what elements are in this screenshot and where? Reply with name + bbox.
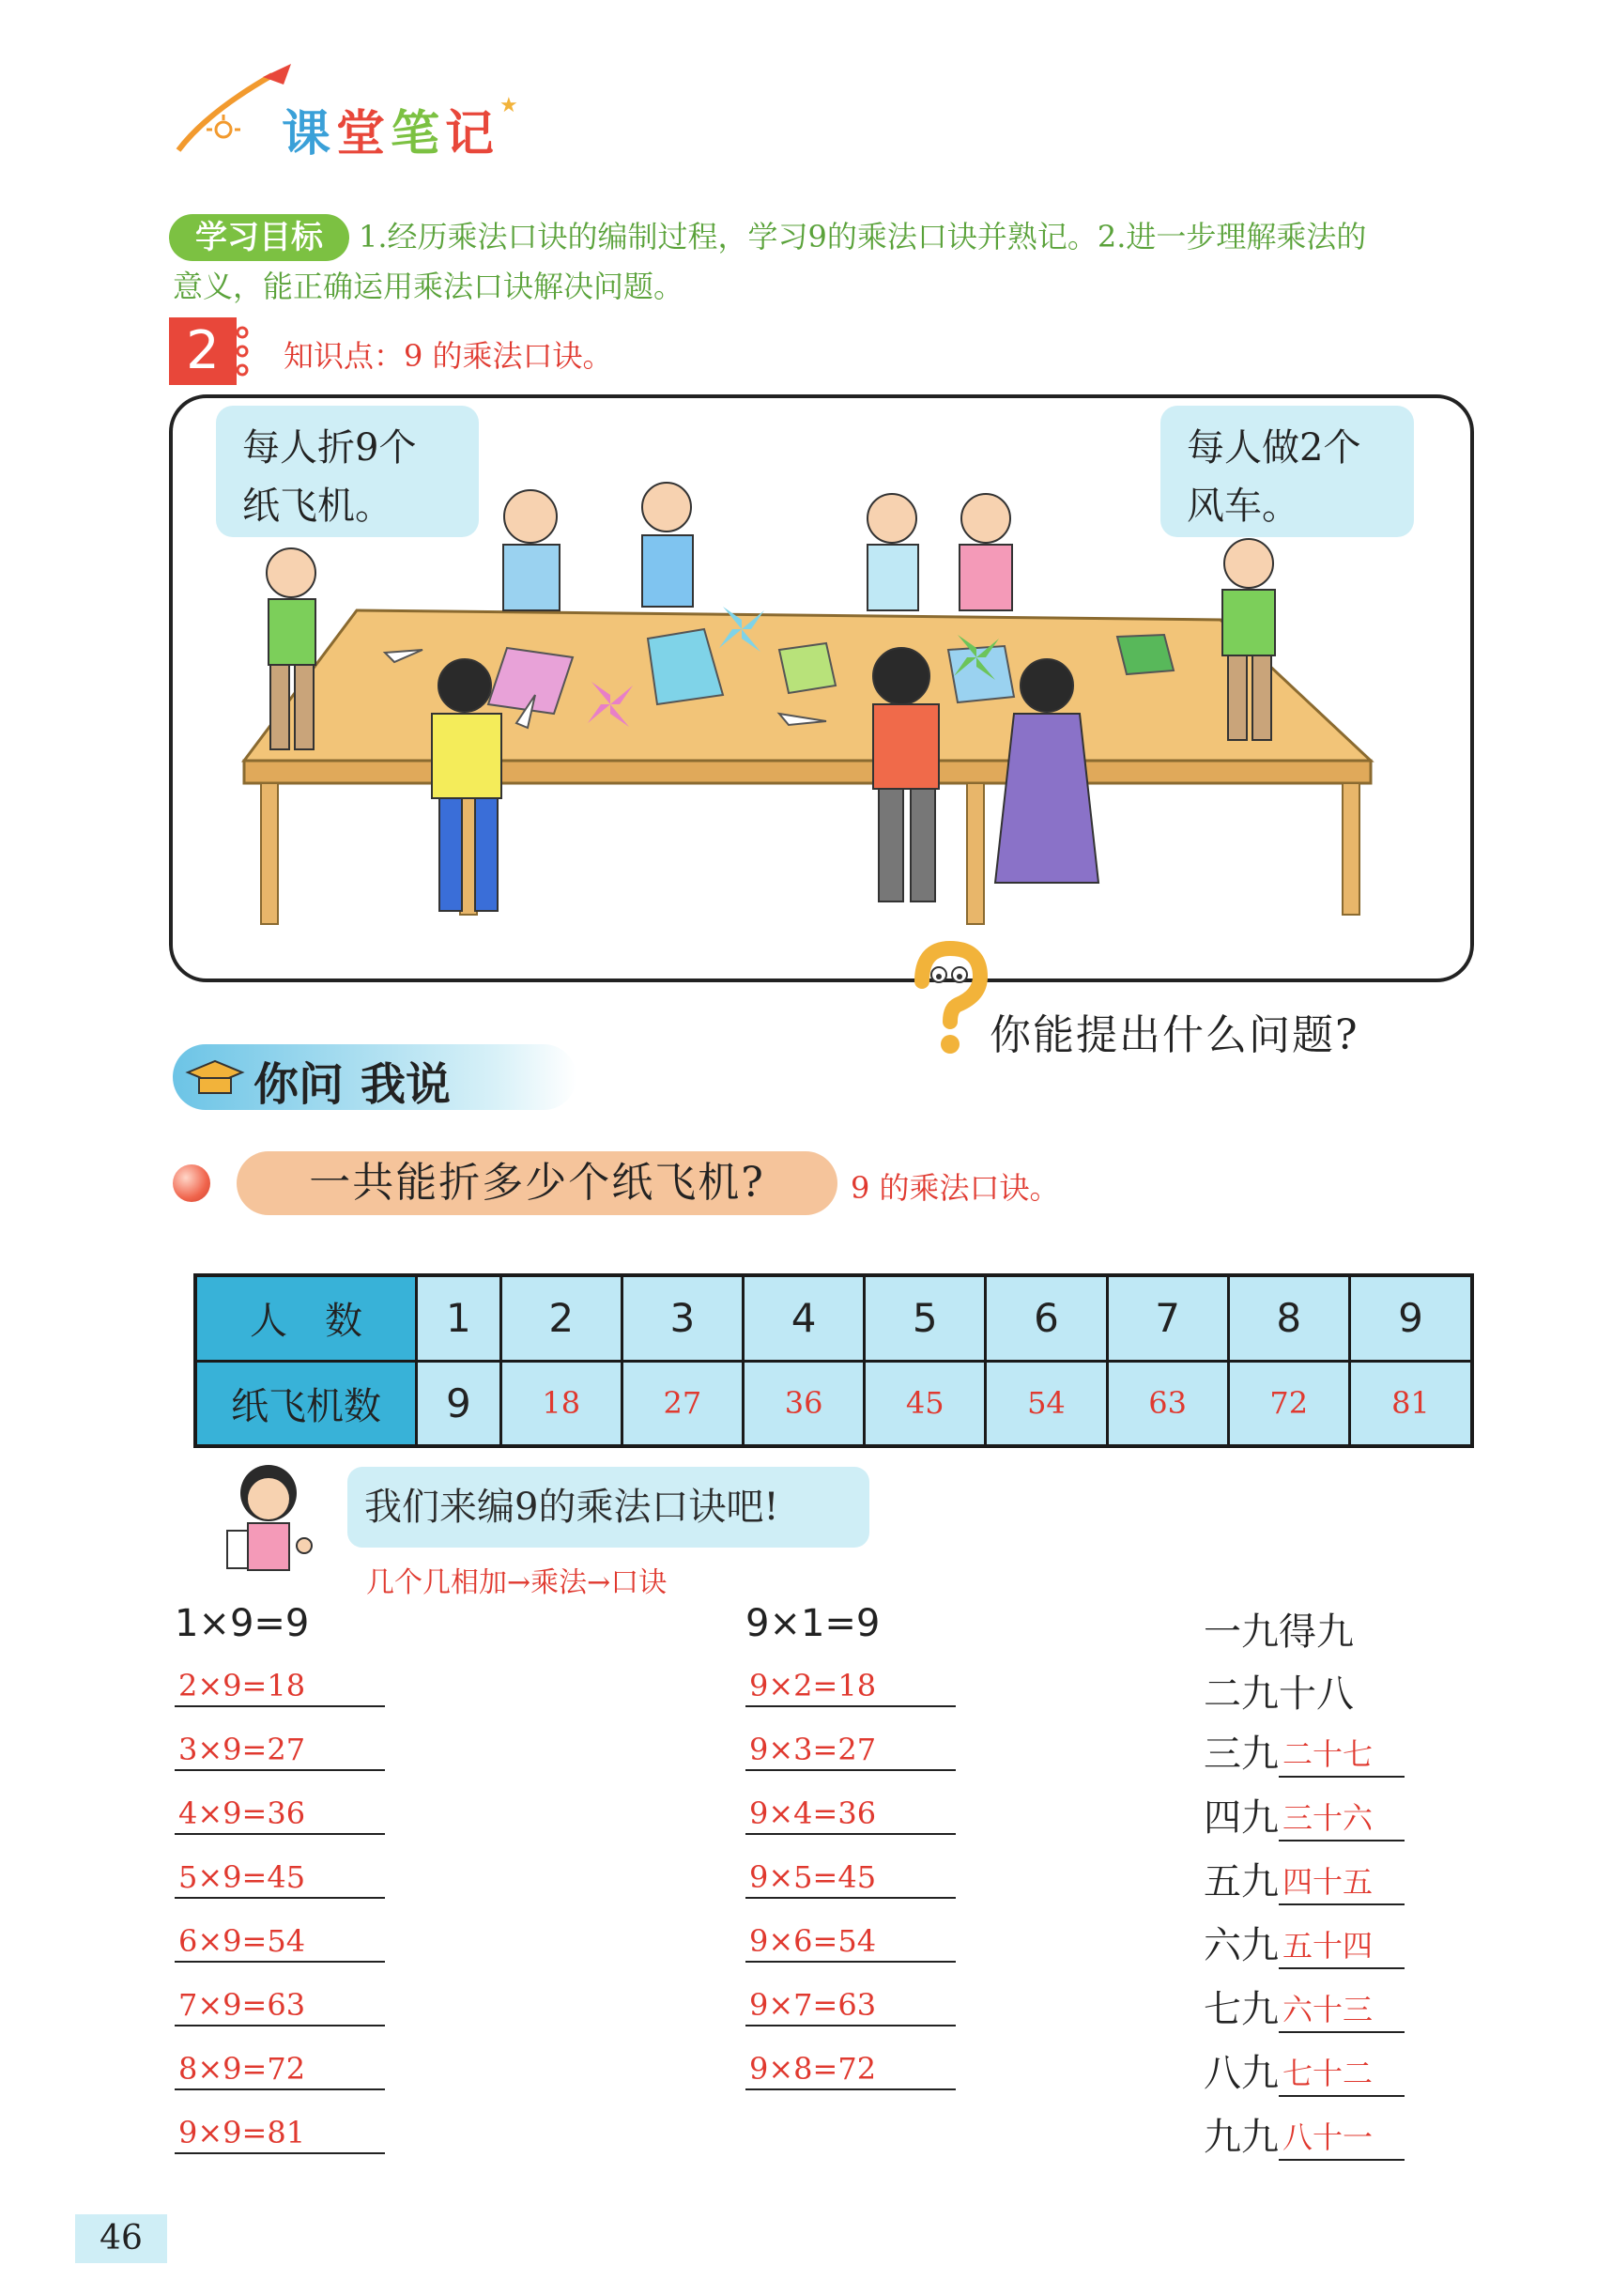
equation-answer: 9×9=81	[175, 2111, 385, 2154]
equation-answer: 9×2=18	[745, 1664, 956, 1707]
equation-given: 1×9=9	[175, 1602, 310, 1645]
rhyme-answer: 六十三	[1279, 1988, 1405, 2033]
data-table	[193, 1273, 1474, 1448]
banner-me: 我说	[361, 1058, 452, 1111]
table-row	[195, 1275, 1472, 1361]
title-char: 课	[282, 106, 337, 162]
equation-answer: 9×7=63	[745, 1983, 956, 2026]
table-row	[195, 1361, 1472, 1446]
equation-answer: 5×9=45	[175, 1856, 385, 1899]
equation-answer: 8×9=72	[175, 2047, 385, 2090]
rhyme-row	[1204, 2043, 1405, 2097]
title-char: 笔	[391, 106, 446, 162]
answer-cell: 63	[1107, 1361, 1228, 1446]
section-number: 2	[169, 317, 237, 385]
rhyme-prefix: 四九	[1204, 1796, 1279, 1840]
rhyme-row	[1204, 1980, 1405, 2033]
equation-answer: 6×9=54	[175, 1919, 385, 1963]
rhyme-answer: 二十七	[1279, 1733, 1405, 1778]
rhyme-answer: 三十六	[1279, 1796, 1405, 1841]
row-label: 人 数	[195, 1275, 417, 1361]
equation-answer: 9×5=45	[745, 1856, 956, 1899]
equation-answer: 9×3=27	[745, 1728, 956, 1771]
girl-illustration	[222, 1456, 325, 1578]
rhyme-row	[1204, 1788, 1405, 1841]
page-title	[282, 94, 499, 164]
rhyme-row	[1204, 1916, 1405, 1969]
table-cell: 9	[417, 1361, 501, 1446]
rhyme-row	[1204, 1852, 1405, 1905]
binder-rings-icon	[237, 323, 252, 379]
answer-cell: 72	[1228, 1361, 1349, 1446]
equation-answer: 3×9=27	[175, 1728, 385, 1771]
rhyme-answer: 五十四	[1279, 1924, 1405, 1969]
rhyme-row	[1204, 2107, 1405, 2161]
rhyme-prefix: 三九	[1204, 1733, 1279, 1776]
speech-bubble-right	[1160, 406, 1414, 537]
answer-cell: 18	[500, 1361, 622, 1446]
star-icon: ★	[499, 94, 518, 117]
ask-prompt: 你能提出什么问题?	[990, 1011, 1359, 1059]
bubble-line: 每人折9个	[242, 426, 417, 470]
knowledge-point: 知识点：9 的乘法口诀。	[284, 338, 613, 374]
rhyme-prefix: 八九	[1204, 2052, 1279, 2095]
table-cell: 8	[1228, 1275, 1349, 1361]
title-char: 记	[445, 106, 500, 162]
equation-given: 9×1=9	[745, 1602, 881, 1645]
rhyme-answer: 四十五	[1279, 1860, 1405, 1905]
rhyme-answer: 八十一	[1279, 2116, 1405, 2161]
speech-note: 几个几相加→乘法→口诀	[366, 1566, 668, 1599]
bullet-ball-icon	[173, 1164, 210, 1202]
answer-cell: 81	[1349, 1361, 1472, 1446]
table-cell: 2	[500, 1275, 622, 1361]
answer-cell: 36	[744, 1361, 865, 1446]
answer-cell: 54	[986, 1361, 1107, 1446]
rhyme-row	[1204, 1724, 1405, 1778]
goal-text-line1: 1.经历乘法口诀的编制过程，学习9的乘法口诀并熟记。2.进一步理解乘法的	[359, 219, 1367, 254]
equation-answer: 9×4=36	[745, 1792, 956, 1835]
table-cell: 9	[1349, 1275, 1472, 1361]
rhyme-given: 一九得九	[1204, 1610, 1354, 1654]
equation-answer: 2×9=18	[175, 1664, 385, 1707]
answer-cell: 27	[622, 1361, 743, 1446]
bubble-line: 风车。	[1187, 485, 1299, 528]
question-pill: 一共能折多少个纸飞机?	[237, 1151, 837, 1215]
rhyme-prefix: 七九	[1204, 1988, 1279, 2031]
question-mark-icon	[901, 939, 995, 1061]
table-cell: 5	[865, 1275, 986, 1361]
equation-answer: 9×8=72	[745, 2047, 956, 2090]
page-number: 46	[75, 2214, 167, 2263]
goal-text-line2: 意义，能正确运用乘法口诀解决问题。	[173, 269, 684, 304]
rhyme-given: 二九十八	[1204, 1672, 1354, 1716]
question-note: 9 的乘法口诀。	[851, 1170, 1060, 1206]
table-cell: 3	[622, 1275, 743, 1361]
rhyme-prefix: 九九	[1204, 2116, 1279, 2159]
answer-cell: 45	[865, 1361, 986, 1446]
title-char: 堂	[336, 106, 392, 162]
brush-icon	[169, 56, 300, 160]
bubble-line: 纸飞机。	[242, 485, 392, 528]
goal-badge: 学习目标	[169, 214, 349, 261]
rhyme-prefix: 六九	[1204, 1924, 1279, 1967]
table-cell: 1	[417, 1275, 501, 1361]
graduation-cap-icon	[184, 1057, 246, 1099]
bubble-line: 每人做2个	[1187, 426, 1361, 470]
table-cell: 7	[1107, 1275, 1228, 1361]
speech-bubble-left	[216, 406, 479, 537]
table-cell: 4	[744, 1275, 865, 1361]
equation-answer: 4×9=36	[175, 1792, 385, 1835]
rhyme-answer: 七十二	[1279, 2052, 1405, 2097]
row-label: 纸飞机数	[195, 1361, 417, 1446]
equation-answer: 9×6=54	[745, 1919, 956, 1963]
rhyme-prefix: 五九	[1204, 1860, 1279, 1903]
girl-speech: 我们来编9的乘法口诀吧!	[347, 1467, 869, 1548]
table-cell: 6	[986, 1275, 1107, 1361]
banner-you: 你问	[253, 1058, 345, 1111]
equation-answer: 7×9=63	[175, 1983, 385, 2026]
banner-text	[253, 1048, 451, 1113]
